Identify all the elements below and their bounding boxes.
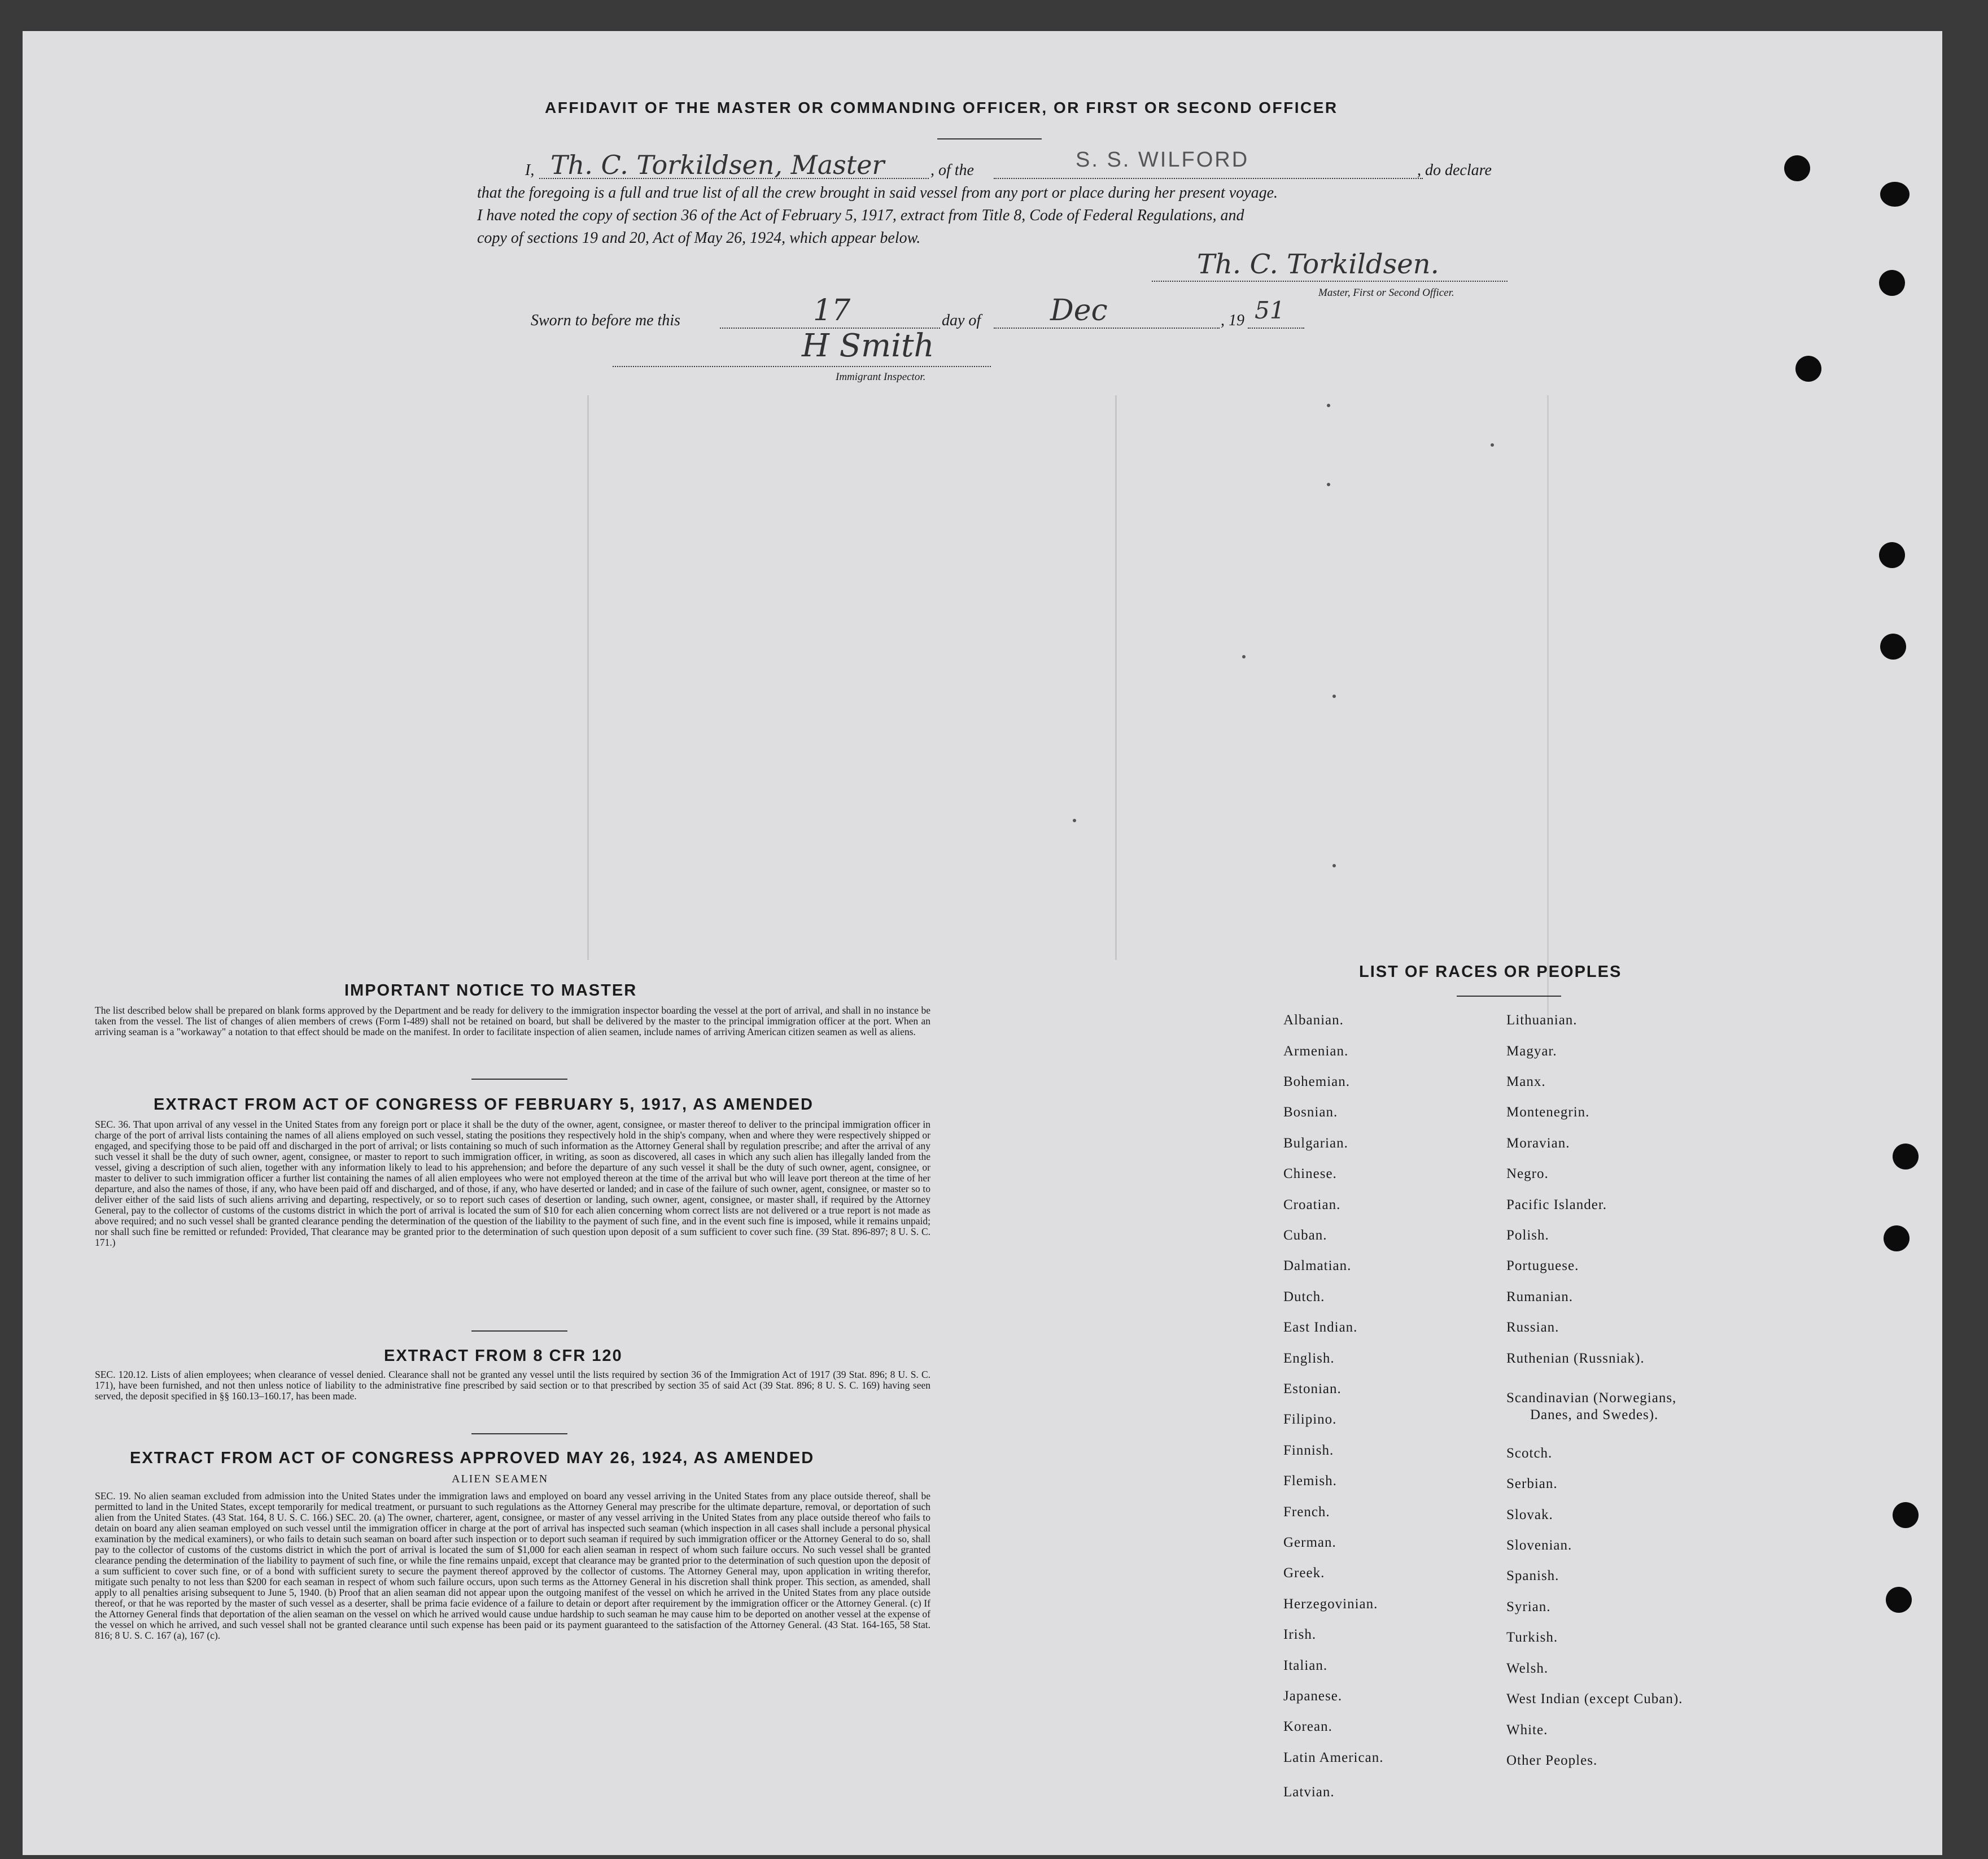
extract-1924-title: EXTRACT FROM ACT OF CONGRESS APPROVED MAY 26, 1924, AS AMENDED <box>130 1449 815 1467</box>
notice-divider <box>471 1079 567 1080</box>
race-item: Bohemian. <box>1283 1074 1351 1089</box>
master-signature-caption: Master, First or Second Officer. <box>1318 287 1454 299</box>
race-item: Portuguese. <box>1506 1258 1579 1273</box>
bleed-through-dot <box>1332 695 1336 698</box>
punch-hole <box>1879 542 1905 568</box>
race-item: Cuban. <box>1283 1228 1327 1243</box>
bleed-through-dot <box>1327 483 1330 486</box>
sworn-year: 51 <box>1255 296 1285 324</box>
sworn-label: Sworn to before me this <box>531 312 680 329</box>
race-item: Ruthenian (Russniak). <box>1506 1351 1645 1366</box>
race-item: English. <box>1283 1351 1335 1366</box>
extract-1924-text: SEC. 19. No alien seaman excluded from admission into the United States under the immigration laws and employed on board any vessel arriving in the United States from any place outside thereof, shall be permitted to land in the United States, except temporarily for medical treatment, or pursuant to such regulations as the Attorney General may prescribe for the ultimate departure, removal, or deportation of such alien from the United States. (43 Stat. 164, 8 U. S. C. 166.) SEC. 20. (a) The owner, charterer, agent, consignee, or master of any vessel arriving in the United States from any place outside thereof who fails to detain on board any alien seaman employed on such vessel until the immigration officer in charge at the port of arrival has inspected such seaman (which inspection in all cases shall include a personal physical examination by the medical examiners), or who fails to detain such seaman on board after such inspection or to deport such seaman if required by such immigration officer or the Attorney General to do so, shall pay to the collector of customs of the customs district in which the port of arrival is located the sum of $1,000 for each alien seaman in respect of whom such failure occurs. No such vessel shall be granted clearance pending the determination of the liability to payment of such fine, or while the fine remains unpaid, except that clearance may be granted prior to the determination of such question upon the deposit of a sum sufficient to cover such fine, or of a bond with sufficient surety to secure the payment thereof approved by the collector of customs. The Attorney General may, upon application in writing therefor, mitigate such penalty to not less than $200 for each seaman in respect of whom such failure occurs, upon such terms as the Attorney General in his discretion shall think proper. This section, as amended, shall apply to all penalties arising subsequent to June 5, 1940. (b) Proof that an alien seaman did not appear upon the outgoing manifest of the vessel on which he arrived in the United States from any place outside thereof, or that he was reported by the master of such vessel as a deserter, shall be prima facie evidence of a failure to detain or deport after requirement by the immigration officer or the Attorney General. (c) If the Attorney General finds that deportation of the alien seaman on the vessel on which he arrived would cause undue hardship to such seaman he may cause him to be deported on another vessel at the expense of the vessel on which he arrived, and such vessel shall not be granted clearance until such expense has been paid or its payment guaranteed to the satisfaction of the Attorney General. (43 Stat. 164-165, 58 Stat. 816; 8 U. S. C. 167 (a), 167 (c). <box>95 1490 930 1641</box>
race-item: Turkish. <box>1506 1630 1558 1645</box>
notice-title: IMPORTANT NOTICE TO MASTER <box>344 981 637 1000</box>
race-item: Syrian. <box>1506 1599 1551 1614</box>
race-item: Russian. <box>1506 1320 1559 1335</box>
race-item: Armenian. <box>1283 1044 1349 1059</box>
notice-text: The list described below shall be prepared on blank forms approved by the Department and be ready for delivery to the immigration inspector boarding the vessel at the port of arrival, and shall in no instance be taken from the vessel. The list of changes of alien members of crews (Form I-489) shall not be retained on board, but shall be delivered by the master to the principal immigration officer at the port. When an arriving seaman is a "workaway" a notation to that effect should be made on the manifest. In order to facilitate inspection of alien seamen, include names of arriving American citizen seamen as well as aliens. <box>95 1005 930 1037</box>
extract-1924-subtitle: ALIEN SEAMEN <box>452 1473 549 1485</box>
race-item: Dalmatian. <box>1283 1258 1352 1273</box>
punch-hole <box>1879 270 1905 296</box>
declaration-line-4: copy of sections 19 and 20, Act of May 26, 1924, which appear below. <box>477 229 921 247</box>
race-item: Welsh. <box>1506 1661 1549 1676</box>
race-item: Lithuanian. <box>1506 1013 1578 1028</box>
punch-hole <box>1893 1144 1919 1169</box>
race-item: Korean. <box>1283 1719 1332 1734</box>
race-item: Slovenian. <box>1506 1538 1572 1553</box>
race-item: East Indian. <box>1283 1320 1358 1335</box>
race-item: Herzegovinian. <box>1283 1596 1378 1612</box>
race-item: Greek. <box>1283 1565 1325 1581</box>
race-item: West Indian (except Cuban). <box>1506 1691 1683 1707</box>
race-item: Serbian. <box>1506 1476 1558 1491</box>
title-underline <box>937 138 1042 139</box>
race-item: Spanish. <box>1506 1568 1559 1583</box>
race-item: Dutch. <box>1283 1289 1325 1304</box>
race-item: Montenegrin. <box>1506 1105 1590 1120</box>
extract-cfr-text: SEC. 120.12. Lists of alien employees; when clearance of vessel denied. Clearance shall not be granted any vessel until the lists required by section 36 of the Immigration Act of 1917 (39 Stat. 896; 8 U. S. C. 171), have been furnished, and not then unless notice of liability to the administrative fine prescribed by said section or to that prescribed by section 35 of said Act (39 Stat. 896; 8 U. S. C. 169) having seen served, the deposit specified in §§ 160.13–160.17, has been made. <box>95 1369 930 1402</box>
race-item: Albanian. <box>1283 1013 1344 1028</box>
race-item: Latin American. <box>1283 1750 1384 1765</box>
race-item: Manx. <box>1506 1074 1546 1089</box>
master-name-handwritten: Th. C. Torkildsen, Master <box>550 150 885 180</box>
vessel-name-line <box>994 178 1423 179</box>
race-item: Croatian. <box>1283 1197 1341 1212</box>
race-item: Japanese. <box>1283 1688 1343 1704</box>
race-item: Irish. <box>1283 1627 1317 1642</box>
day-of-label: day of <box>942 312 981 329</box>
bleed-through-dot <box>1073 819 1076 822</box>
race-item: Finnish. <box>1283 1443 1334 1458</box>
punch-hole <box>1880 182 1910 207</box>
master-signature: Th. C. Torkildsen. <box>1197 248 1439 280</box>
extract-1917-text: SEC. 36. That upon arrival of any vessel in the United States from any foreign port or place it shall be the duty of the owner, agent, consignee, or master thereof to deliver to the principal immigration officer in charge of the port of arrival lists containing the names of all aliens employed on such vessel, stating the positions they respectively hold in the ship's company, when and where they were respectively shipped or engaged, and specifying those to be paid off and discharged in the port of arrival; or lists containing so much of such information as the Attorney General shall by regulation prescribe; and after the arrival of any such vessel it shall be the duty of such owner, agent, consignee, or master to report to such immigration officer, in writing, as soon as discovered, all cases in which any such alien has illegally landed from the vessel, giving a description of such alien, together with any information likely to lead to his apprehension; and before the departure of any such vessel it shall be the duty of such owner, agent, consignee, or master to deliver to such immigration officer a further list containing the names of all alien employees who were not employed thereon at the time of the arrival but who will leave port thereon at the time of her departure, and also the names of those, if any, who have been paid off and discharged, and of those, if any, who have deserted or landed; and in case of the failure of such owner, agent, consignee, or master so to deliver either of the said lists of such aliens arriving and departing, respectively, or so to report such cases of desertion or landing, such owner, agent, consignee, or master shall, if required by the Attorney General, pay to the collector of customs of the customs district in which the port of arrival is located the sum of $10 for each alien concerning whom correct lists are not delivered or a true report is not made as above required; and no such vessel shall be granted clearance pending the determination of the question of the liability to the payment of such fine, and in the event such fine is imposed, while it remains unpaid; nor shall such fine be remitted or refunded: Provided, That clearance may be granted prior to the determination of such question upon deposit of a sum sufficient to cover such fine. (39 Stat. 896-897; 8 U. S. C. 171.) <box>95 1119 930 1248</box>
do-declare-label: , do declare <box>1417 162 1492 179</box>
bleed-through-marks <box>587 395 589 960</box>
race-item: Polish. <box>1506 1228 1549 1243</box>
inspector-caption: Immigrant Inspector. <box>836 371 926 383</box>
inspector-signature: H Smith <box>802 328 934 364</box>
sworn-day: 17 <box>813 294 851 328</box>
year-prefix: , 19 <box>1221 312 1244 329</box>
race-item: Latvian. <box>1283 1784 1335 1800</box>
race-item: Other Peoples. <box>1506 1753 1598 1768</box>
race-item: Pacific Islander. <box>1506 1197 1607 1212</box>
sworn-year-line <box>1248 328 1304 329</box>
punch-hole <box>1784 155 1810 181</box>
vessel-name: S. S. WILFORD <box>1076 148 1249 172</box>
sworn-month-line <box>994 328 1220 329</box>
race-item: Scandinavian (Norwegians, <box>1506 1390 1677 1406</box>
races-title-underline <box>1457 996 1561 997</box>
race-item: Flemish. <box>1283 1473 1337 1489</box>
race-item: Moravian. <box>1506 1136 1570 1151</box>
race-item: Bulgarian. <box>1283 1136 1348 1151</box>
bleed-through-dot <box>1327 404 1330 407</box>
punch-hole <box>1884 1225 1910 1251</box>
punch-hole <box>1880 634 1906 660</box>
race-item: Danes, and Swedes). <box>1530 1407 1659 1422</box>
i-label: I, <box>525 162 535 179</box>
bleed-through-marks <box>1115 395 1117 960</box>
race-item: Rumanian. <box>1506 1289 1574 1304</box>
bleed-through-dot <box>1242 655 1246 658</box>
race-item: Estonian. <box>1283 1381 1342 1397</box>
of-the-label: , of the <box>930 162 974 179</box>
punch-hole <box>1795 356 1821 382</box>
extract-1917-title: EXTRACT FROM ACT OF CONGRESS OF FEBRUARY 5, 1917, AS AMENDED <box>154 1096 814 1114</box>
race-item: Magyar. <box>1506 1044 1557 1059</box>
races-title: LIST OF RACES OR PEOPLES <box>1359 963 1622 981</box>
inspector-line <box>613 366 991 367</box>
master-signature-line <box>1152 281 1508 282</box>
bleed-through-dot <box>1332 864 1336 867</box>
race-item: French. <box>1283 1504 1330 1520</box>
race-item: German. <box>1283 1535 1336 1550</box>
race-item: Italian. <box>1283 1658 1328 1673</box>
extract-cfr-divider <box>471 1433 567 1434</box>
race-item: Filipino. <box>1283 1412 1337 1427</box>
bleed-through-dot <box>1491 443 1494 447</box>
punch-hole <box>1893 1502 1919 1528</box>
race-item: Negro. <box>1506 1166 1549 1181</box>
declaration-line-3: I have noted the copy of section 36 of the Act of February 5, 1917, extract from Title 8, Code of Federal Regulations, and <box>477 207 1244 224</box>
punch-hole <box>1886 1587 1912 1613</box>
race-item: Slovak. <box>1506 1507 1553 1522</box>
race-item: Scotch. <box>1506 1446 1553 1461</box>
extract-cfr-title: EXTRACT FROM 8 CFR 120 <box>384 1347 623 1365</box>
declaration-line-2: that the foregoing is a full and true list of all the crew brought in said vessel from any port or place during her present voyage. <box>477 184 1278 202</box>
race-item: Chinese. <box>1283 1166 1337 1181</box>
affidavit-title: AFFIDAVIT OF THE MASTER OR COMMANDING OFFICER, OR FIRST OR SECOND OFFICER <box>545 99 1338 116</box>
sworn-month: Dec <box>1050 294 1108 328</box>
race-item: White. <box>1506 1722 1548 1738</box>
bleed-through-marks <box>1547 395 1549 1016</box>
race-item: Bosnian. <box>1283 1105 1338 1120</box>
extract-1917-divider <box>471 1330 567 1332</box>
